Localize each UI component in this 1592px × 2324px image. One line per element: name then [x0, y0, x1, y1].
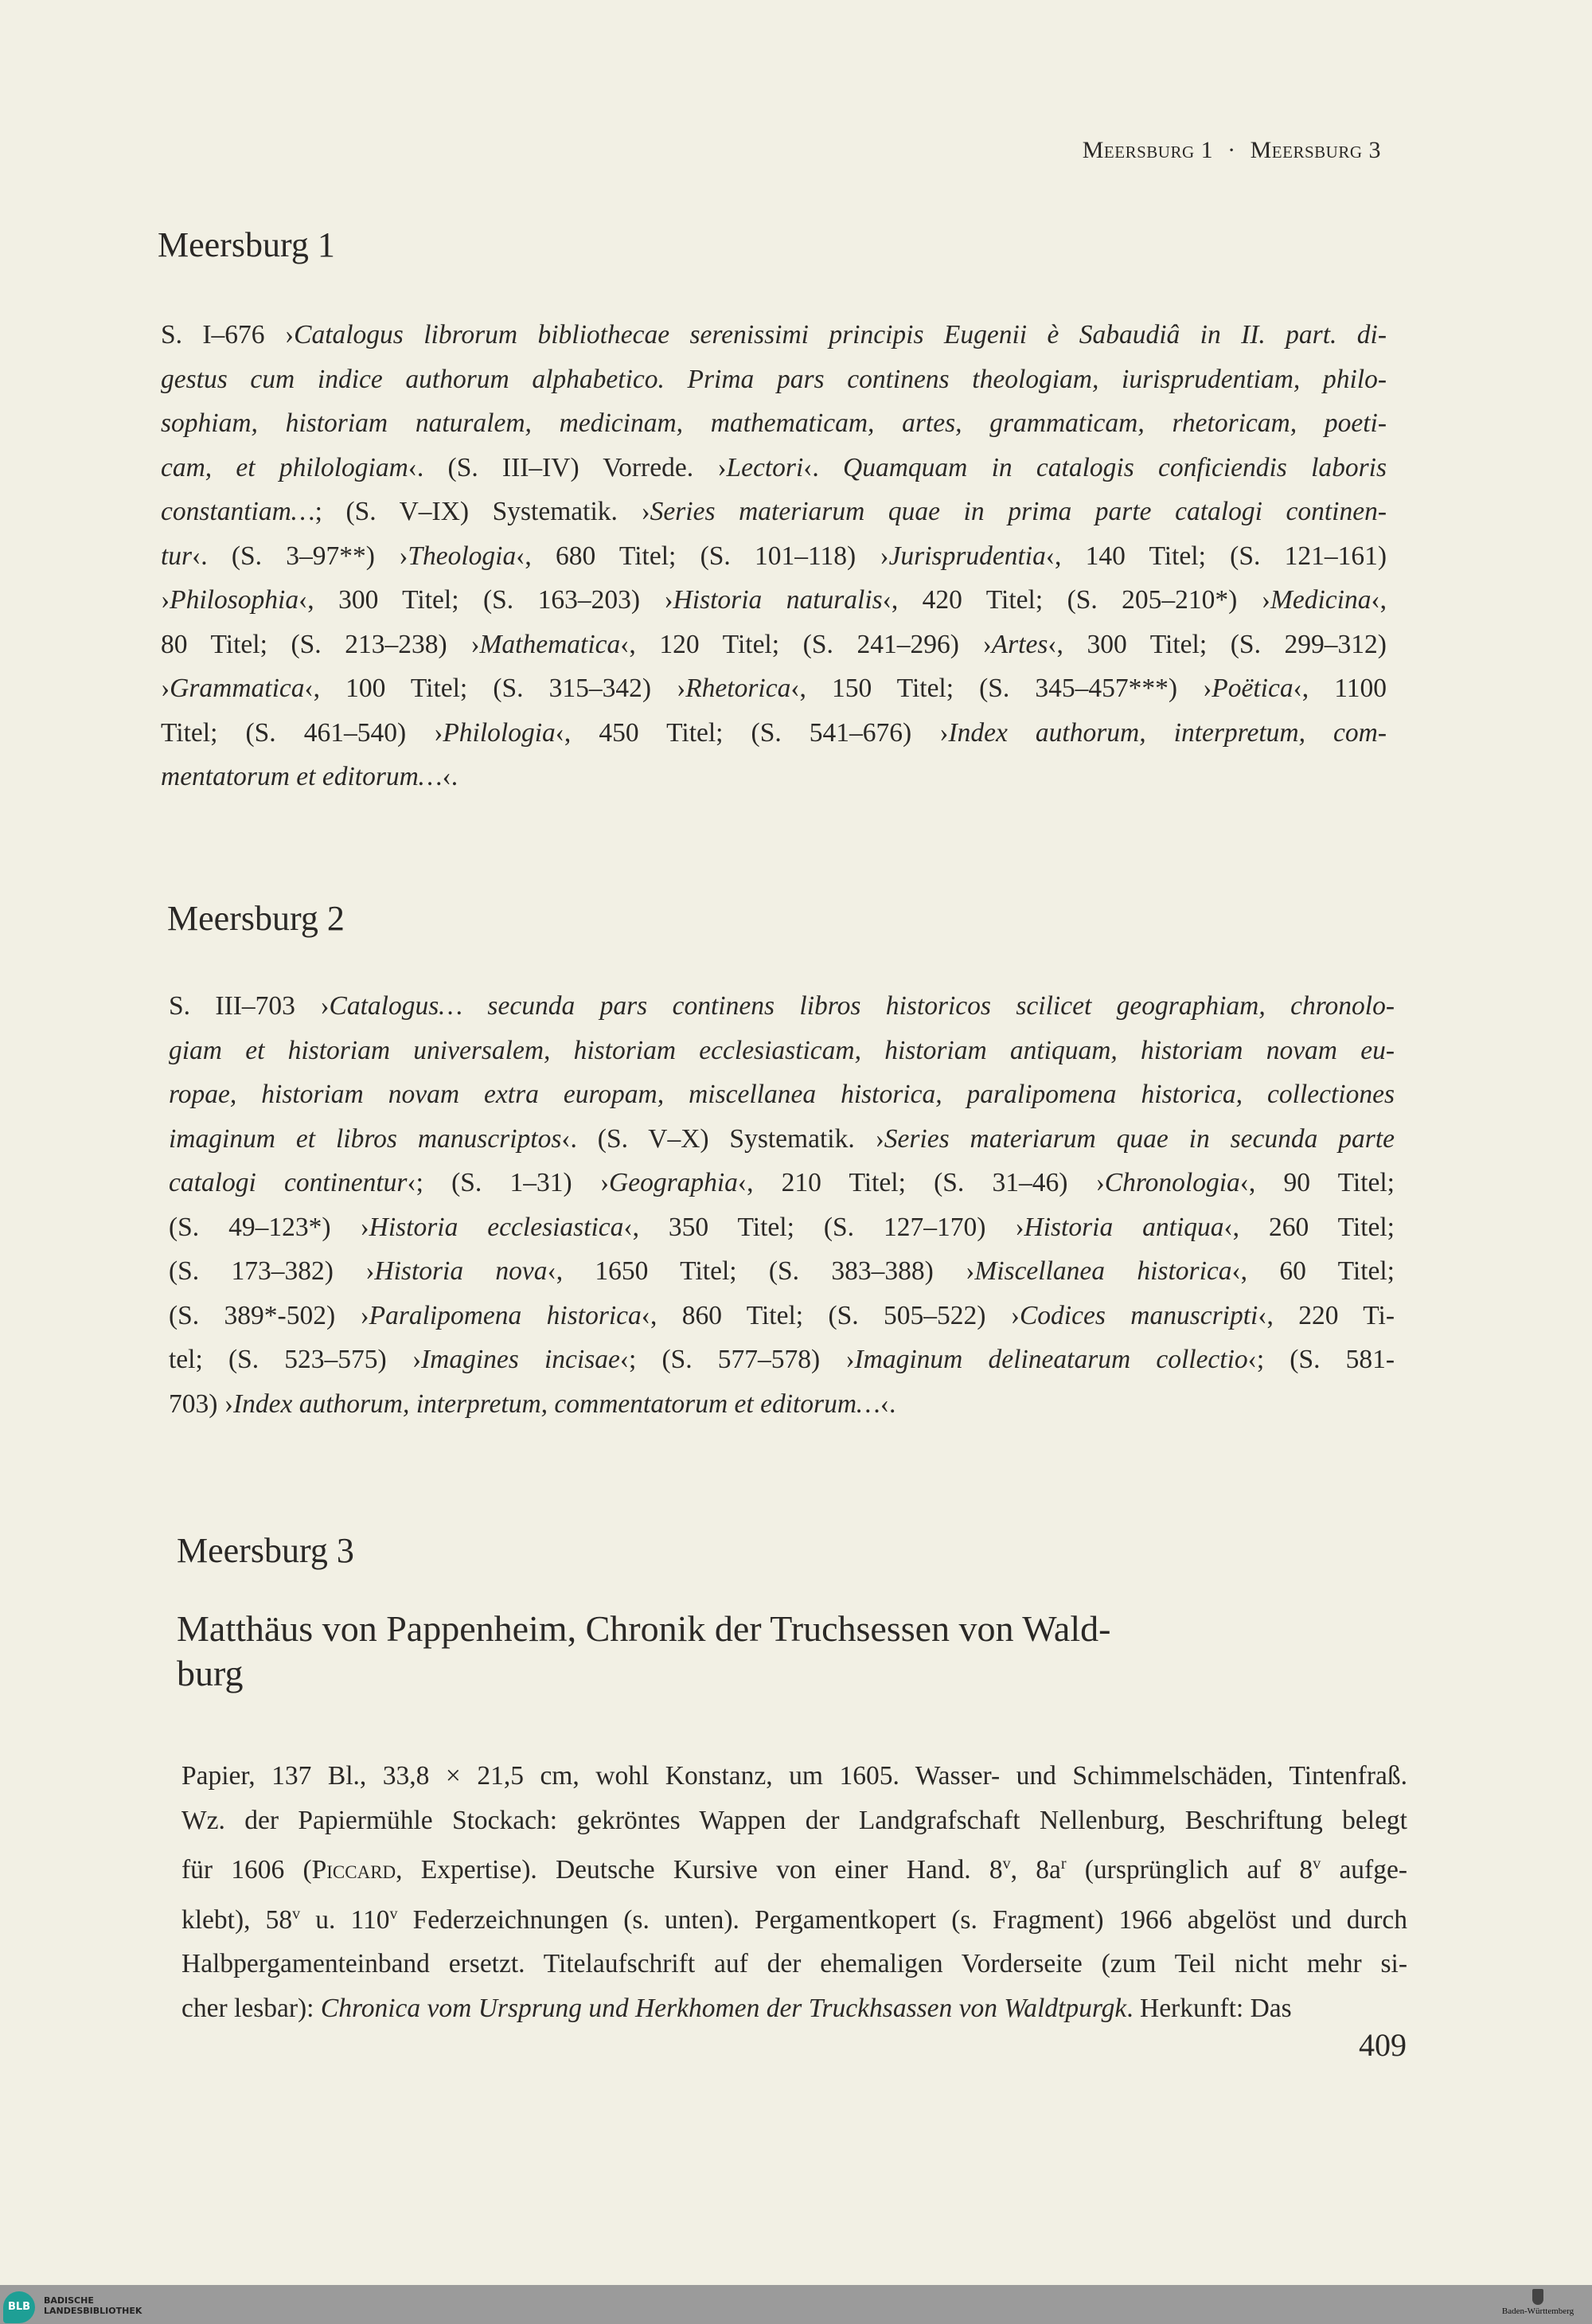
running-head: [1083, 137, 1381, 164]
text-run: ; (S. V–IX) Systematik. ›: [314, 497, 650, 526]
text-run: Miscellanea historica: [974, 1256, 1232, 1286]
text-run: Lectori: [726, 452, 804, 482]
text-run: S. III–703 ›: [169, 991, 330, 1021]
text-run: Imaginum delineatarum collectio: [854, 1345, 1248, 1374]
coat-of-arms-icon: [1532, 2289, 1543, 2305]
text-line: [181, 1892, 1407, 1943]
text-run: ‹; (S. 1–31) ›: [407, 1168, 610, 1197]
text-run: cher lesbar):: [181, 1993, 321, 2023]
text-run: ‹,: [1371, 585, 1387, 615]
text-run: Catalogus librorum bibliothecae serenissimi principis Eugenii è Sabaudiâ in II. part. di-: [294, 320, 1387, 350]
meersburg3-description: [181, 1754, 1407, 2030]
text-run: constantiam…: [161, 497, 315, 526]
text-run: ‹. (S. III–IV) Vorrede. ›: [408, 452, 727, 482]
meersburg2-description: [169, 984, 1395, 1426]
state-name: Baden-Württemberg: [1501, 2306, 1574, 2316]
text-run: u. 110: [300, 1904, 390, 1935]
text-run: imaginum et libros manuscriptos: [169, 1123, 562, 1154]
text-run: tur: [161, 541, 193, 571]
text-line: [169, 1249, 1395, 1294]
text-run: Papier, 137 Bl., 33,8 × 21,5 cm, wohl Konstanz, um 1605. Wasser- und Schimmelschäden, Tintenfraß.: [181, 1761, 1407, 1791]
text-run: ‹.: [442, 762, 458, 791]
text-run: Catalogus… secunda pars continens libros historicos scilicet geographiam, chronolo-: [329, 991, 1395, 1021]
library-name-line2: LANDESBIBLIOTHEK: [44, 2306, 142, 2316]
text-run: ‹, 120 Titel; (S. 241–296) ›: [620, 629, 992, 659]
text-run: sophiam, historiam naturalem, medicinam, mathematicam, artes, grammaticam, rhetoricam, poeti-: [161, 408, 1387, 438]
text-run: mentatorum et editorum…: [161, 762, 443, 791]
text-run: ‹. (S. 3–97**) ›: [192, 541, 408, 571]
text-run: Index authorum, interpretum, com-: [948, 717, 1387, 748]
text-run: ‹, 1650 Titel; (S. 383–388) ›: [547, 1256, 975, 1286]
meersburg1-description: [161, 313, 1387, 799]
text-run: ‹.: [880, 1389, 896, 1419]
text-run: Historia ecclesiastica: [369, 1212, 624, 1242]
text-run: Historia nova: [374, 1256, 548, 1286]
text-run: ‹.: [803, 452, 844, 482]
text-run: Wz. der Papiermühle Stockach: gekröntes Wappen der Landgrafschaft Nellenburg, Beschriftung belegt: [181, 1805, 1407, 1835]
text-run: cam, et philologiam: [161, 452, 408, 482]
text-run: Historia antiqua: [1024, 1212, 1224, 1242]
text-run: Jurisprudentia: [888, 541, 1046, 571]
entry-title-line: Matthäus von Pappenheim, Chronik der Truchsessen von Wald-: [177, 1608, 1111, 1649]
meersburg1-title: Meersburg 1: [158, 225, 335, 264]
text-run: (S. 173–382) ›: [169, 1256, 375, 1286]
text-line: [161, 623, 1387, 667]
text-line: [169, 1294, 1395, 1338]
text-run: Artes: [991, 629, 1048, 659]
text-run: ‹, 680 Titel; (S. 101–118) ›: [516, 541, 889, 571]
text-run: ‹, 300 Titel; (S. 163–203) ›: [298, 585, 673, 615]
text-line: [161, 578, 1387, 623]
text-run: ‹, 90 Titel;: [1239, 1168, 1395, 1197]
text-line: [161, 446, 1387, 490]
meersburg3-title: Meersburg 3: [177, 1531, 354, 1570]
text-run: Series materiarum quae in secunda parte: [884, 1123, 1395, 1154]
text-run: Poëtica: [1212, 674, 1294, 703]
meersburg3-entry-title: [177, 1607, 1411, 1696]
text-run: tel; (S. 523–575) ›: [169, 1345, 421, 1374]
text-run: ‹, 1100: [1293, 674, 1387, 703]
text-line: [181, 1942, 1407, 1986]
text-run: Imagines incisae: [421, 1345, 620, 1374]
text-run: ‹, 350 Titel; (S. 127–170) ›: [623, 1212, 1024, 1242]
text-run: S. I–676 ›: [161, 320, 295, 350]
text-run: Rhetorica: [685, 674, 791, 703]
text-run: ‹, 140 Titel; (S. 121–161): [1045, 541, 1387, 571]
text-run: ‹, 210 Titel; (S. 31–46) ›: [737, 1168, 1105, 1197]
footer-bar: [0, 2285, 1592, 2324]
text-run: v: [1002, 1855, 1011, 1873]
text-run: (S. 49–123*) ›: [169, 1212, 369, 1242]
text-run: gestus cum indice authorum alphabetico. Prima pars continens theologiam, iurisprudentiam, philo-: [161, 364, 1387, 394]
text-run: Historia naturalis: [673, 585, 883, 615]
library-name-line1: BADISCHE: [44, 2295, 94, 2306]
text-run: Chronica vom Ursprung und Herkhomen der Truckhsassen von Waldtpurgk: [320, 1993, 1127, 2023]
text-run: ›: [161, 585, 170, 615]
text-line: [169, 984, 1395, 1029]
text-run: ‹, 100 Titel; (S. 315–342) ›: [304, 674, 686, 703]
text-run: v: [1313, 1855, 1321, 1873]
text-line: [181, 1799, 1407, 1843]
text-line: [169, 1338, 1395, 1382]
text-run: Theologia: [408, 541, 517, 571]
library-name: [44, 2295, 142, 2316]
text-run: , 8a: [1010, 1855, 1061, 1885]
text-run: Halbpergamenteinband ersetzt. Titelaufschrift auf der ehemaligen Vorderseite (zum Teil nicht mehr si-: [181, 1949, 1407, 1979]
text-run: ‹; (S. 581-: [1247, 1345, 1395, 1374]
text-run: ‹, 220 Ti-: [1258, 1300, 1395, 1330]
meersburg2-title: Meersburg 2: [167, 899, 345, 938]
text-run: ‹. (S. V–X) Systematik. ›: [561, 1123, 884, 1154]
text-run: Grammatica: [170, 674, 305, 703]
text-line: [169, 1161, 1395, 1205]
text-line: [161, 666, 1387, 711]
text-run: Codices manuscripti: [1019, 1300, 1258, 1330]
text-run: catalogi continentur: [169, 1168, 408, 1197]
text-run: Index authorum, interpretum, commentatorum et editorum…: [232, 1389, 880, 1419]
text-run: ‹, 420 Titel; (S. 205–210*) ›: [882, 585, 1270, 615]
text-run: . Herkunft: Das: [1126, 1993, 1292, 2023]
text-line: [161, 711, 1387, 756]
text-line: [161, 490, 1387, 534]
text-run: 703) ›: [169, 1389, 233, 1419]
text-run: giam et historiam universalem, historiam ecclesiasticam, historiam antiquam, historiam novam eu-: [169, 1035, 1395, 1065]
text-run: Series materiarum quae in prima parte catalogi continen-: [650, 497, 1387, 526]
page-number: 409: [1359, 2027, 1407, 2063]
text-run: Federzeichnungen (s. unten). Pergamentkopert (s. Fragment) 1966 abgelöst und durch: [397, 1904, 1407, 1935]
text-run: ‹, 60 Titel;: [1231, 1256, 1395, 1286]
text-run: ‹, 450 Titel; (S. 541–676) ›: [555, 717, 949, 748]
text-line: [169, 1072, 1395, 1117]
text-run: ‹, 260 Titel;: [1223, 1212, 1395, 1242]
text-run: ‹; (S. 577–578) ›: [619, 1345, 855, 1374]
text-run: Philologia: [443, 717, 556, 748]
text-run: Piccard: [311, 1855, 396, 1885]
text-line: [161, 401, 1387, 446]
running-head-left: Meersburg 1: [1082, 137, 1214, 163]
text-line: [181, 1986, 1407, 2031]
blb-logo-icon: BLB: [3, 2291, 35, 2323]
text-run: v: [292, 1904, 301, 1923]
text-run: (S. 389*-502) ›: [169, 1300, 369, 1330]
running-head-right: Meersburg 3: [1250, 137, 1381, 163]
text-run: Geographia: [609, 1168, 738, 1197]
text-run: aufge-: [1321, 1855, 1407, 1885]
text-run: , Expertise). Deutsche Kursive von einer Hand. 8: [396, 1855, 1003, 1885]
text-line: [169, 1029, 1395, 1073]
text-line: [169, 1205, 1395, 1250]
text-run: ‹, 300 Titel; (S. 299–312): [1048, 629, 1387, 659]
text-line: [161, 755, 1387, 799]
text-run: (ursprünglich auf 8: [1066, 1855, 1313, 1885]
text-line: [161, 313, 1387, 357]
text-run: Quamquam in catalogis conficiendis laboris: [843, 452, 1387, 482]
entry-title-line: burg: [177, 1653, 244, 1693]
text-line: [169, 1117, 1395, 1162]
text-run: ‹, 150 Titel; (S. 345–457***) ›: [790, 674, 1212, 703]
text-run: ropae, historiam novam extra europam, miscellanea historica, paralipomena historica, collectiones: [169, 1080, 1395, 1109]
text-run: ‹, 860 Titel; (S. 505–522) ›: [641, 1300, 1020, 1330]
baden-wuerttemberg-logo: [1490, 2289, 1586, 2316]
text-line: [181, 1754, 1407, 1799]
text-run: klebt), 58: [181, 1904, 293, 1935]
text-run: v: [389, 1904, 398, 1923]
text-run: 80 Titel; (S. 213–238) ›: [161, 629, 480, 659]
text-run: Chronologia: [1104, 1168, 1240, 1197]
text-line: [181, 1842, 1407, 1892]
text-run: Paralipomena historica: [369, 1300, 642, 1330]
text-run: Mathematica: [479, 629, 621, 659]
text-run: Philosophia: [170, 585, 299, 615]
text-run: Medicina: [1270, 585, 1372, 615]
text-run: r: [1060, 1855, 1067, 1873]
text-run: ›: [161, 674, 170, 703]
text-run: Titel; (S. 461–540) ›: [161, 717, 443, 748]
text-line: [161, 534, 1387, 579]
text-run: für 1606 (: [181, 1855, 312, 1885]
text-line: [169, 1382, 1395, 1427]
text-line: [161, 357, 1387, 402]
running-head-separator: ·: [1227, 137, 1236, 163]
